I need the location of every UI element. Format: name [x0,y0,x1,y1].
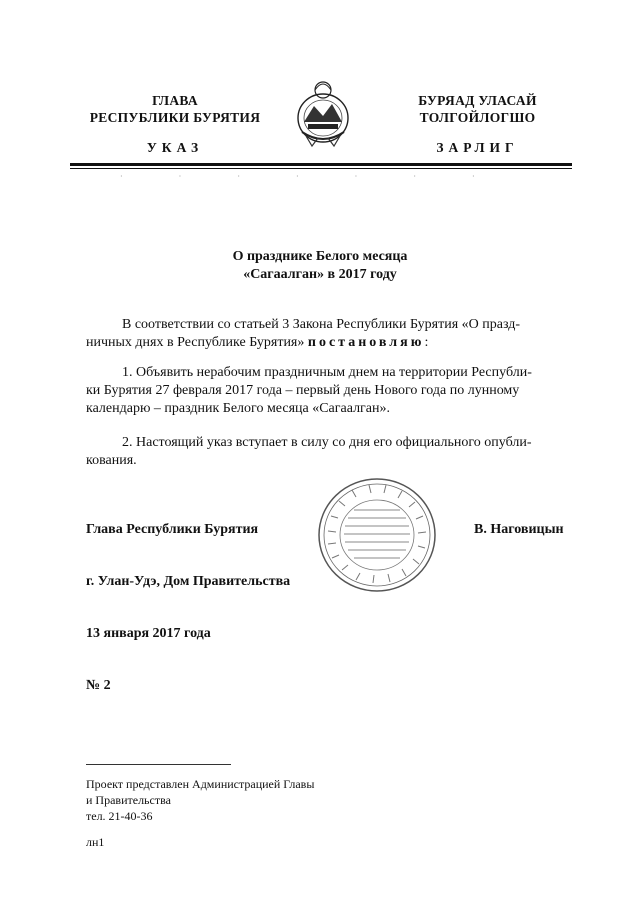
header-rule-thick [70,163,572,166]
header-left-title [80,92,270,126]
header-right-line1: БУРЯАД УЛАСАЙ [418,93,537,108]
item2-line1: 2. Настоящий указ вступает в силу со дня его официального опубли- [122,435,532,450]
footer-code: лн1 [86,835,105,849]
header-left-line1: ГЛАВА [152,93,198,108]
preamble-colon: : [424,335,429,350]
decree-number: № 2 [86,678,111,693]
doc-type-left: УКАЗ [146,140,204,155]
signing-date: 13 января 2017 года [86,626,211,641]
preamble-line2 [86,334,570,352]
preamble-line1: В соответствии со статьей 3 Закона Республики Бурятия «О празд- [122,317,521,332]
item-2-paragraph [86,434,570,470]
header-dots-divider: ······· [120,172,531,181]
item1-line2: ки Бурятия 27 февраля 2017 года – первый день Нового года по лунному [86,383,520,398]
document-title [0,248,640,284]
footer-line1: Проект представлен Администрацией Главы [86,777,315,791]
signatory-position: Глава Республики Бурятия [86,522,259,537]
preamble-keyword: постановляю [307,335,425,350]
item2-line2: кования. [86,453,137,468]
footer-phone: тел. 21-40-36 [86,809,153,823]
item1-line3: календарю – праздник Белого месяца «Сагаалган». [86,401,391,416]
footer-line2: и Правительства [86,793,171,807]
footer-note [86,776,314,824]
official-round-seal-icon [316,476,438,594]
item1-line1: 1. Объявить нерабочим праздничным днем на территории Республи- [122,365,532,380]
header-right-title [385,92,570,126]
item-1-paragraph [86,364,570,418]
title-line1: О празднике Белого месяца [232,249,408,264]
preamble-paragraph [86,316,570,352]
footer-rule [86,764,231,765]
header-left-line2: РЕСПУБЛИКИ БУРЯТИЯ [89,110,261,125]
header-rule-thin [70,168,572,169]
signatory-name: В. Наговицын [474,522,564,537]
doc-type-right: ЗАРЛИГ [436,140,519,155]
header-right-line2: ТОЛГОЙЛОГШО [419,110,536,125]
title-line2: «Сагаалган» в 2017 году [243,267,397,282]
republic-of-buryatia-coat-of-arms-icon [294,76,352,150]
preamble-text: ничных днях в Республике Бурятия» [86,335,305,350]
signing-place: г. Улан-Удэ, Дом Правительства [86,574,291,589]
